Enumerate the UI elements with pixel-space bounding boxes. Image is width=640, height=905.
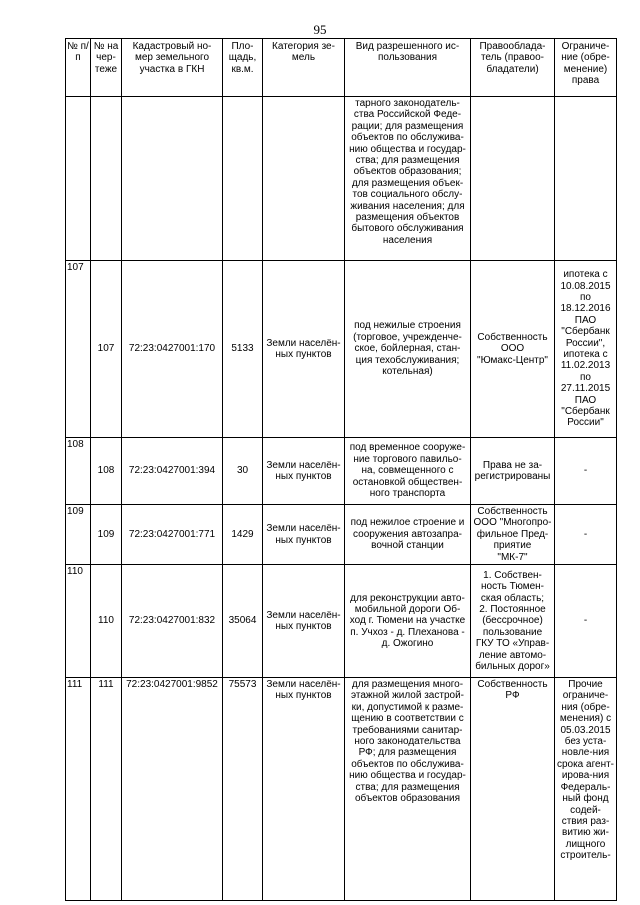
cell-drawing-no: 110 xyxy=(91,565,122,678)
cell-cadastral: 72:23:0427001:394 xyxy=(122,438,223,505)
cell-no: 108 xyxy=(66,438,91,505)
cell-empty xyxy=(91,97,122,261)
cell-use: тарного законодатель- ства Российской Феде- рации; для размещения объектов по обслужива- нию общества и государ- ства; для размещения объектов образования; для размещения объек- тов социального обслу- живания населения; для размещения объектов бытового обслуживания населения xyxy=(345,97,471,261)
cell-restriction: - xyxy=(555,438,617,505)
cell-owner: Собственность ООО "Многопро- фильное Пред- приятие "МК-7" xyxy=(471,505,555,565)
cell-no: 110 xyxy=(66,565,91,678)
cell-use: для реконструкции авто- мобильной дороги Об- ход г. Тюмени на участке п. Учхоз - д. Плеханова - д. Ожогино xyxy=(345,565,471,678)
cell-empty xyxy=(66,97,91,261)
cell-owner: Собственность ООО "Юмакс-Центр" xyxy=(471,261,555,438)
cell-owner: Собственность РФ xyxy=(471,678,555,901)
cell-use: под нежилые строения (торговое, учрежденче- ское, бойлерная, стан- ция техобслуживания; котельная) xyxy=(345,261,471,438)
cell-cadastral: 72:23:0427001:9852 xyxy=(122,678,223,901)
header-restriction: Ограниче- ние (обре- менение) права xyxy=(555,39,617,97)
cell-category: Земли населён- ных пунктов xyxy=(263,438,345,505)
cell-area: 1429 xyxy=(223,505,263,565)
table-row xyxy=(66,261,617,438)
cell-category: Земли населён- ных пунктов xyxy=(263,505,345,565)
cell-restriction: Прочие ограниче- ния (обре- менения) с 05.03.2015 без уста- новле-ния срока агент- ирова-ния Федераль- ный фонд содей- ствия раз- витию жи- лищного строитель- xyxy=(555,678,617,901)
header-category: Категория зе- мель xyxy=(263,39,345,97)
header-drawing-no: № на чер- теже xyxy=(91,39,122,97)
cell-no: 111 xyxy=(66,678,91,901)
cell-drawing-no: 108 xyxy=(91,438,122,505)
header-cadastral: Кадастровый но- мер земельного участка в ГКН xyxy=(122,39,223,97)
header-owner: Правооблада- тель (правоо- бладатели) xyxy=(471,39,555,97)
cell-empty xyxy=(122,97,223,261)
cell-use: для размещения много- этажной жилой застрой- ки, допустимой к разме- щению в соответствии с требованиями санитар- ного законодательства РФ; для размещения объектов по обслужива- нию общества и государ- ства; для размещения объектов образования xyxy=(345,678,471,901)
cell-empty xyxy=(263,97,345,261)
cell-area: 75573 xyxy=(223,678,263,901)
cell-restriction: ипотека с 10.08.2015 по 18.12.2016 ПАО "Сбербанк России", ипотека с 11.02.2013 по 27.11.2015 ПАО "Сбербанк России" xyxy=(555,261,617,438)
cell-owner: 1. Собствен- ность Тюмен- ская область; 2. Постоянное (бессрочное) пользование ГКУ ТО «Управ- ление автомо- бильных дорог» xyxy=(471,565,555,678)
cell-area: 35064 xyxy=(223,565,263,678)
cell-area: 30 xyxy=(223,438,263,505)
cell-drawing-no: 111 xyxy=(91,678,122,901)
table-row xyxy=(66,505,617,565)
table-header-row xyxy=(66,39,617,97)
cell-use: под временное сооруже- ние торгового павильо- на, совмещенного с остановкой обществен- ного транспорта xyxy=(345,438,471,505)
header-area: Пло- щадь, кв.м. xyxy=(223,39,263,97)
cell-no: 107 xyxy=(66,261,91,438)
cell-drawing-no: 107 xyxy=(91,261,122,438)
cell-empty xyxy=(223,97,263,261)
cell-area: 5133 xyxy=(223,261,263,438)
table-row xyxy=(66,565,617,678)
page-number: 95 xyxy=(313,22,327,37)
land-plots-table xyxy=(65,38,617,901)
cell-restriction: - xyxy=(555,565,617,678)
header-use: Вид разрешенного ис- пользования xyxy=(345,39,471,97)
table-row-continuation xyxy=(66,97,617,261)
table-row xyxy=(66,678,617,901)
table-row xyxy=(66,438,617,505)
cell-category: Земли населён- ных пунктов xyxy=(263,565,345,678)
cell-cadastral: 72:23:0427001:771 xyxy=(122,505,223,565)
header-no: № п/п xyxy=(66,39,91,97)
cell-empty xyxy=(555,97,617,261)
cell-use: под нежилое строение и сооружения автозапра- вочной станции xyxy=(345,505,471,565)
cell-category: Земли населён- ных пунктов xyxy=(263,261,345,438)
cell-drawing-no: 109 xyxy=(91,505,122,565)
cell-empty xyxy=(471,97,555,261)
cell-owner: Права не за- регистрированы xyxy=(471,438,555,505)
cell-cadastral: 72:23:0427001:170 xyxy=(122,261,223,438)
cell-category: Земли населён- ных пунктов xyxy=(263,678,345,901)
cell-cadastral: 72:23:0427001:832 xyxy=(122,565,223,678)
cell-no: 109 xyxy=(66,505,91,565)
cell-restriction: - xyxy=(555,505,617,565)
